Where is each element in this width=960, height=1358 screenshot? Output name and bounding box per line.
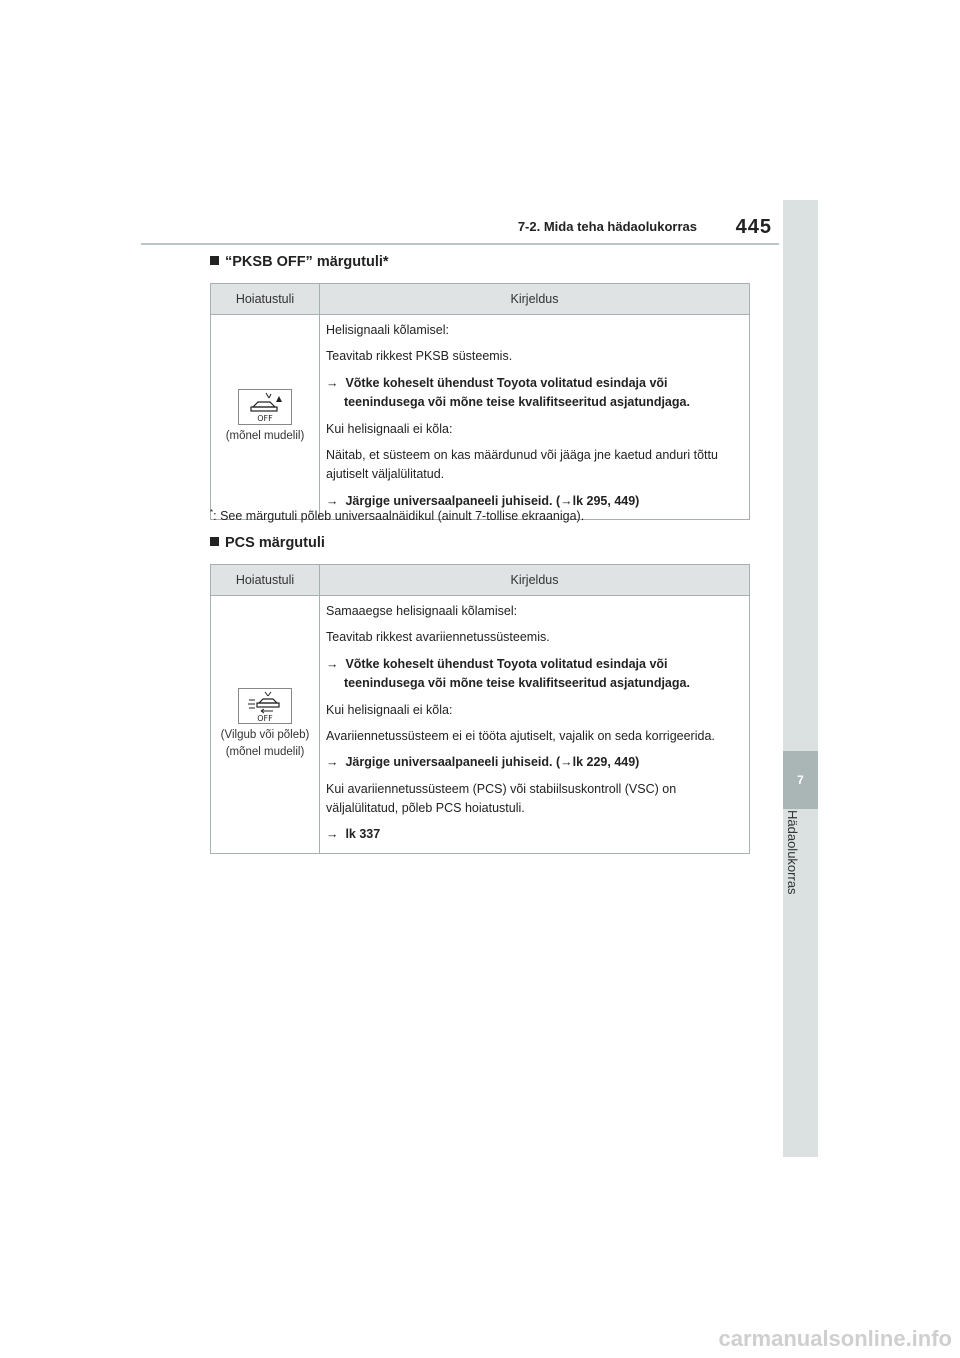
pcs-heading: [210, 535, 325, 551]
pksb-line-2: Teavitab rikkest PKSB süsteemis.: [326, 349, 513, 364]
pcs-line-8: lk 337: [345, 827, 381, 842]
footnote-text: : See märgutuli põleb universaalnäidikul (ainult 7-tollise ekraaniga).: [213, 509, 585, 524]
square-bullet-icon: [210, 537, 219, 546]
pcs-action-follow: [326, 753, 743, 772]
pcs-line-3: Võtke koheselt ühendust Toyota volitatud esindaja või teenindusega või mõne teise kvalifitseeritud asjatundjaga.: [344, 656, 690, 691]
pcs-action-contact: [326, 655, 743, 694]
pcs-icon-caption-2: (mõnel mudelil): [225, 745, 305, 758]
chapter-title: Hädaolukorras: [785, 810, 800, 895]
chapter-number: 7: [783, 751, 818, 809]
pksb-heading-text: “PKSB OFF” märgutuli*: [225, 254, 389, 270]
pksb-heading: [210, 254, 389, 270]
right-arrow-icon: →: [326, 493, 339, 508]
pcs-line-2: Teavitab rikkest avariiennetussüsteemis.: [326, 630, 550, 645]
pcs-icon-caption-1: (Vilgub või põleb): [220, 729, 310, 742]
footnote-mark: *: [210, 508, 214, 517]
table-row: [211, 596, 750, 854]
pcs-description-cell: [320, 596, 750, 854]
right-arrow-icon: →: [326, 375, 339, 390]
pksb-icon-cell: [211, 315, 320, 520]
column-header-warning-light: Hoiatustuli: [211, 565, 320, 596]
pksb-line-6: Järgige universaalpaneeli juhiseid. (→lk 295, 449): [345, 493, 640, 508]
square-bullet-icon: [210, 256, 219, 265]
right-arrow-icon: →: [326, 755, 339, 770]
pcs-icon-label: OFF: [257, 714, 273, 724]
page-number: 445: [735, 216, 772, 238]
column-header-warning-light: Hoiatustuli: [211, 284, 320, 315]
section-title: 7-2. Mida teha hädaolukorras: [517, 219, 697, 234]
pksb-line-5: Näitab, et süsteem on kas määrdunud või jääga jne kaetud anduri tõttu ajutiselt väljalülitatud.: [326, 447, 718, 482]
chapter-title-wrap: [783, 810, 818, 950]
header-rule: [141, 243, 779, 245]
pcs-line-7: Kui avariiennetussüsteem (PCS) või stabiilsuskontroll (VSC) on väljalülitatud, põleb PCS hoiatustuli.: [326, 781, 677, 815]
right-arrow-icon: →: [326, 656, 339, 671]
table-header-row: [211, 284, 750, 315]
pksb-icon-caption: (mõnel mudelil): [225, 430, 305, 443]
right-arrow-icon: →: [326, 827, 339, 842]
pcs-line-1: Samaaegse helisignaali kõlamisel:: [326, 604, 518, 618]
pcs-line-4: Kui helisignaali ei kõla:: [326, 702, 453, 717]
pksb-description-cell: [320, 315, 750, 520]
pksb-off-warning-icon: [238, 389, 292, 425]
pcs-heading-text: PCS märgutuli: [225, 535, 325, 551]
pcs-off-warning-icon-graphic: [239, 689, 291, 723]
pcs-off-warning-icon: [238, 688, 292, 724]
chapter-side-tab: [783, 200, 818, 1157]
table-header-row: [211, 565, 750, 596]
pcs-line-5: Avariiennetussüsteem ei ei tööta ajutiselt, vajalik on seda korrigeerida.: [326, 728, 715, 743]
pksb-icon-label: OFF: [257, 414, 273, 424]
pcs-line-6: Järgige universaalpaneeli juhiseid. (→lk 229, 449): [345, 755, 640, 770]
pksb-footnote: [210, 508, 584, 523]
pksb-line-3: Võtke koheselt ühendust Toyota volitatud esindaja või teenindusega või mõne teise kvalifitseeritud asjatundjaga.: [344, 375, 690, 410]
pksb-off-warning-icon-graphic: [239, 390, 291, 424]
pksb-action-contact: [326, 374, 743, 413]
pksb-line-1: Helisignaali kõlamisel:: [326, 323, 449, 337]
column-header-description: Kirjeldus: [320, 565, 750, 596]
pcs-action-see-page: [326, 825, 743, 844]
table-row: [211, 315, 750, 520]
watermark: carmanualsonline.info: [718, 1326, 952, 1351]
pksb-warning-table: [210, 283, 750, 520]
pcs-warning-table: [210, 564, 750, 854]
column-header-description: Kirjeldus: [320, 284, 750, 315]
pksb-line-4: Kui helisignaali ei kõla:: [326, 421, 453, 436]
pcs-icon-cell: [211, 596, 320, 854]
